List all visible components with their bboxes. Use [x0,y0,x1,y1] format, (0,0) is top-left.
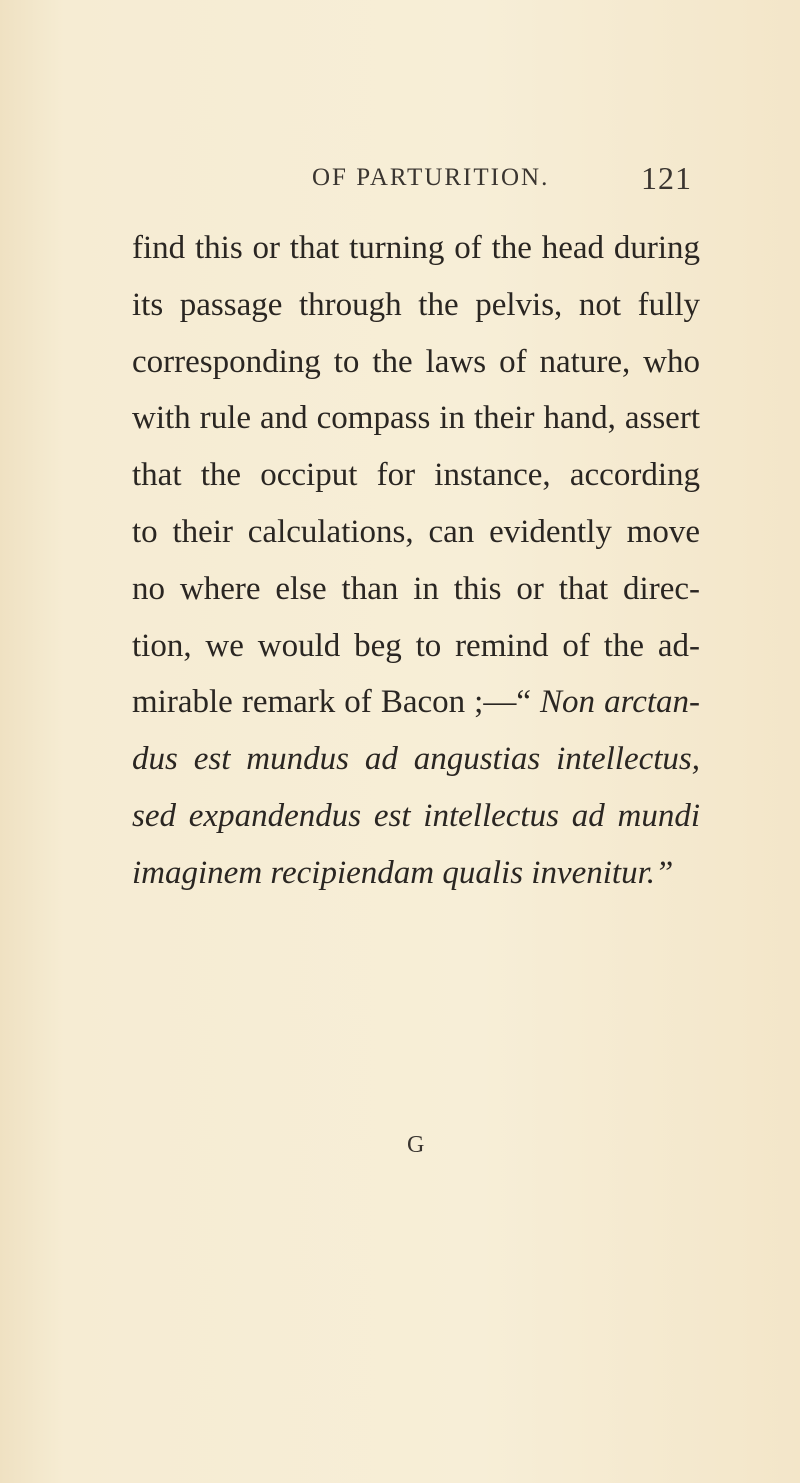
running-head [312,160,692,200]
text-line: with rule and compass in their hand, assert [132,400,700,437]
page-number: 121 [641,160,692,196]
text-line: no where else than in this or that direc- [132,570,700,607]
text-line: to their calculations, can evidently move [132,513,700,550]
latin-quote-line: dus est mundus ad angustias intellectus, [132,741,700,778]
text-roman: mirable remark of Bacon ;—“ [132,684,541,721]
body-paragraph [132,220,700,902]
signature-mark: G [407,1132,425,1158]
text-line: its passage through the pelvis, not fully [132,286,700,323]
latin-quote-line: sed expandendus est intellectus ad mundi [132,797,700,834]
text-line: that the occiput for instance, according [132,457,700,494]
text-line: find this or that turning of the head during [132,230,700,266]
text-line-mixed [132,674,700,731]
latin-quote-line: imaginem recipiendam qualis invenitur.” [132,854,674,891]
running-title: OF PARTURITION. [312,164,550,191]
text-line: corresponding to the laws of nature, who [132,343,700,380]
text-line: tion, we would beg to remind of the ad- [132,627,700,664]
latin-quote: Non arctan- [540,684,701,721]
